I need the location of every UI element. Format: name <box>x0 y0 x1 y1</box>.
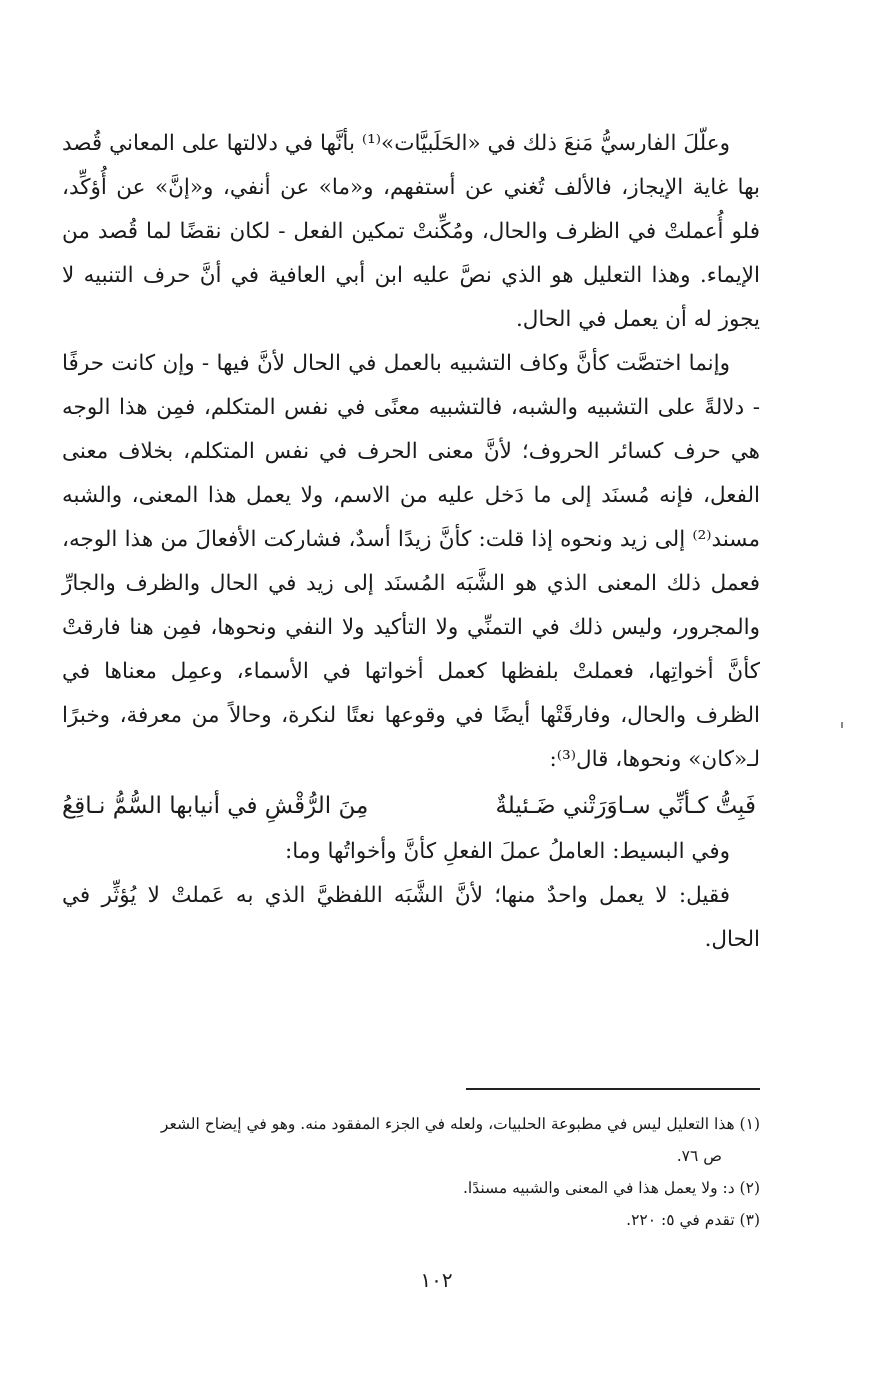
paragraph-2: وإنما اختصَّت كأنَّ وكاف التشبيه بالعمل في الحال لأنَّ فيها - وإن كانت حرفًا - دلالةً على التشبيه والشبه، فالتشبيه معنًى في نفس المتكلم، فمِن هذا الوجه هي حرف كسائر الحروف؛ لأنَّ معنى الحرف في نفس المتكلم، بخلاف معنى الفعل، فإنه مُسنَد إلى ما دَخل عليه من الاسم، ولا يعمل هذا المعنى، والشبه مسند⁽²⁾ إلى زيد ونحوه إذا قلت: كأنَّ زيدًا أسدٌ، فشاركت الأفعالَ من هذا الوجه، فعمل ذلك المعنى الذي هو الشَّبَه المُسنَد إلى زيد في الحال والظرف والجارِّ والمجرور، وليس ذلك في التمنِّي ولا التأكيد ولا النفي ونحوها، فمِن هنا فارقتْ كأنَّ أخواتِها، فعملتْ بلفظها كعمل أخواتها في الأسماء، وعمِل معناها في الظرف والحال، وفارقَتْها أيضًا في وقوعها نعتًا لنكرة، وحالاً من معرفة، وخبرًا لـ«كان» ونحوها، قال⁽³⁾: <box>62 351 760 772</box>
footnotes <box>62 1108 760 1236</box>
paragraph-3: وفي البسيط: العاملُ عملَ الفعلِ كأنَّ وأخواتُها وما: <box>284 839 730 864</box>
footnote-separator <box>466 1088 760 1090</box>
footnote-3: (٣) تقدم في ٥: ٢٢٠. <box>626 1211 760 1229</box>
verse-second-hemistich: مِنَ الرُّقْشِ في أنيابها السُّمُّ نـاقِعُ <box>62 793 369 819</box>
margin-mark <box>841 722 843 728</box>
paragraph-1: وعلّلَ الفارسيُّ مَنعَ ذلك في «الحَلَبيَّات»⁽¹⁾ بأنَّها في دلالتها على المعاني قُصد بها غاية الإيجاز، فالألف تُغني عن أستفهم، و«ما» عن أنفي، و«إنَّ» عن أُؤكِّد، فلو أُعملتْ في الظرف والحال، ومُكِّنتْ تمكين الفعل - لكان نقضًا لما قُصد من الإيماء. وهذا التعليل هو الذي نصَّ عليه ابن أبي العافية في أنَّ حرف التنبيه لا يجوز له أن يعمل في الحال. <box>62 131 760 332</box>
poetry-verse <box>62 782 756 830</box>
main-text <box>62 122 760 962</box>
footnote-1-continuation: ص ٧٦. <box>676 1147 722 1165</box>
footnote-1: (١) هذا التعليل ليس في مطبوعة الحلبيات، ولعله في الجزء المفقود منه. وهو في إيضاح الشعر <box>160 1115 760 1133</box>
page-number: ١٠٢ <box>420 1268 453 1292</box>
verse-first-hemistich: فَبِتُّ كـأنِّي سـاوَرَتْني ضَـئيلةٌ <box>495 793 756 819</box>
footnote-2: (٢) د: ولا يعمل هذا في المعنى والشبيه مسندًا. <box>463 1179 760 1197</box>
paragraph-4: فقيل: لا يعمل واحدٌ منها؛ لأنَّ الشَّبَه اللفظيَّ الذي به عَملتْ لا يُؤثِّر في الحال. <box>62 883 760 952</box>
